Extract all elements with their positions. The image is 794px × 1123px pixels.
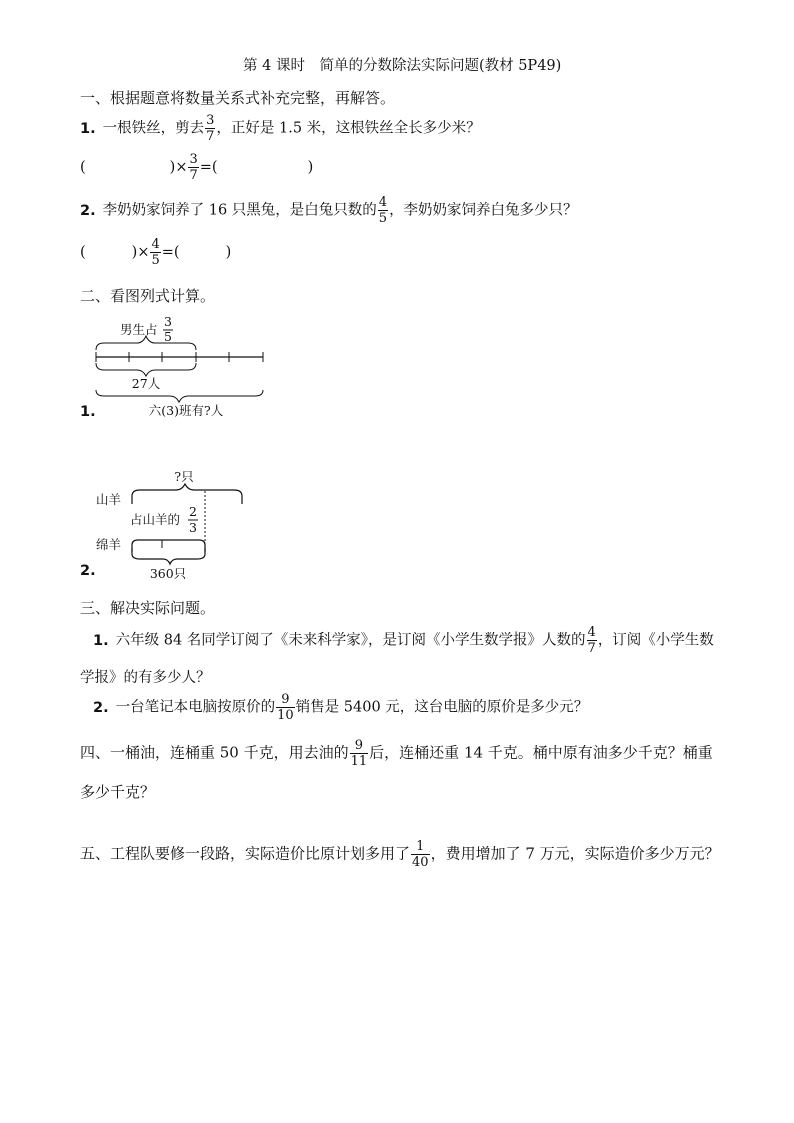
top-frac-den: 5 (164, 329, 172, 344)
paren-close: ) (225, 244, 232, 261)
top-frac-num: 3 (164, 314, 172, 329)
fraction: $\frac{1}{40}$ (412, 839, 429, 870)
diagram-1 (90, 312, 270, 424)
question-text: ，正好是 1.5 米，这根铁丝全长多少米？ (216, 120, 481, 137)
fraction: $\frac{4}{7}$ (587, 625, 596, 656)
times-sign: )× (131, 244, 150, 261)
equals-sign: = (199, 159, 212, 176)
section-2-heading: 二、看图列式计算。 (80, 287, 216, 305)
diagram-1-number: 1. (80, 404, 96, 420)
row1-label: 山羊 (96, 492, 122, 507)
fraction: $\frac{3}{7}$ (189, 152, 198, 183)
top-brace (96, 336, 196, 350)
top-label: ?只 (174, 469, 194, 484)
mid-frac-num: 2 (189, 504, 197, 519)
question-3-1 (93, 626, 714, 655)
fraction: $\frac{9}{11}$ (350, 738, 368, 769)
paren-open: ( (80, 159, 86, 176)
question-text: 李奶奶家饲养了 16 只黑兔，是白兔只数的 (102, 202, 377, 219)
question-1-2 (80, 196, 578, 225)
section-1-heading: 一、根据题意将数量关系式补充完整，再解答。 (80, 89, 396, 107)
paren-open: ( (173, 244, 180, 261)
paren-close: ) (307, 159, 314, 176)
whole-brace (96, 390, 263, 402)
section-5 (80, 840, 720, 869)
fraction: $\frac{3}{7}$ (206, 113, 215, 144)
question-text: ，费用增加了 7 万元，实际造价多少万元？ (430, 844, 720, 863)
page-title: 第 4 课时 简单的分数除法实际问题(教材 5P49) (243, 58, 562, 74)
diagram-2-number: 2. (80, 563, 96, 579)
section-4 (80, 739, 713, 768)
question-text: 后，连桶还重 14 千克。桶中原有油多少千克？桶重 (369, 743, 713, 762)
question-text: 一根铁丝，剪去 (102, 120, 205, 137)
mid-frac-den: 3 (189, 520, 197, 535)
question-text: ，订阅《小学生数 (597, 632, 714, 649)
question-text: 四、一桶油，连桶重 50 千克，用去油的 (80, 743, 349, 762)
question-text: 六年级 84 名同学订阅了《未来科学家》，是订阅《小学生数学报》人数的 (115, 632, 586, 649)
question-text: 五、工程队要修一段路，实际造价比原计划多用了 (80, 844, 411, 863)
question-text: 销售是 5400 元，这台电脑的原价是多少元？ (295, 699, 589, 716)
question-1-1 (80, 114, 481, 143)
question-text: ，李奶奶家饲养白兔多少只？ (389, 202, 578, 219)
equation-1-1 (80, 153, 313, 182)
top-label: 男生占 (120, 322, 158, 337)
question-3-1-cont: 学报》的有多少人？ (80, 670, 211, 686)
bottom-label: 360只 (149, 566, 187, 581)
times-sign: )× (169, 159, 188, 176)
fraction: $\frac{4}{5}$ (378, 195, 388, 226)
diagram-2 (90, 466, 260, 581)
sheep-top (132, 540, 205, 552)
paren-open: ( (211, 159, 218, 176)
fraction: $\frac{9}{10}$ (277, 692, 294, 723)
equals-sign: = (161, 244, 174, 261)
goat-brace (132, 484, 242, 504)
fraction: $\frac{4}{5}$ (151, 237, 160, 268)
question-number: 2. (80, 202, 96, 219)
question-number: 1. (80, 120, 96, 137)
mid-label: 占山羊的 (130, 512, 181, 527)
section-4-cont: 多少千克？ (80, 783, 156, 801)
question-text: 一台笔记本电脑按原价的 (115, 699, 276, 716)
sheep-brace (132, 548, 205, 564)
paren-open: ( (80, 244, 86, 261)
bottom-label: 六(3)班有?人 (148, 403, 224, 418)
row2-label: 绵羊 (96, 537, 122, 552)
section-3-heading: 三、解决实际问题。 (80, 599, 216, 617)
equation-1-2 (80, 238, 231, 267)
mid-brace (96, 363, 196, 376)
question-number: 1. (93, 632, 109, 649)
mid-label: 27人 (131, 376, 161, 391)
question-number: 2. (93, 699, 109, 716)
question-3-2 (93, 693, 588, 722)
